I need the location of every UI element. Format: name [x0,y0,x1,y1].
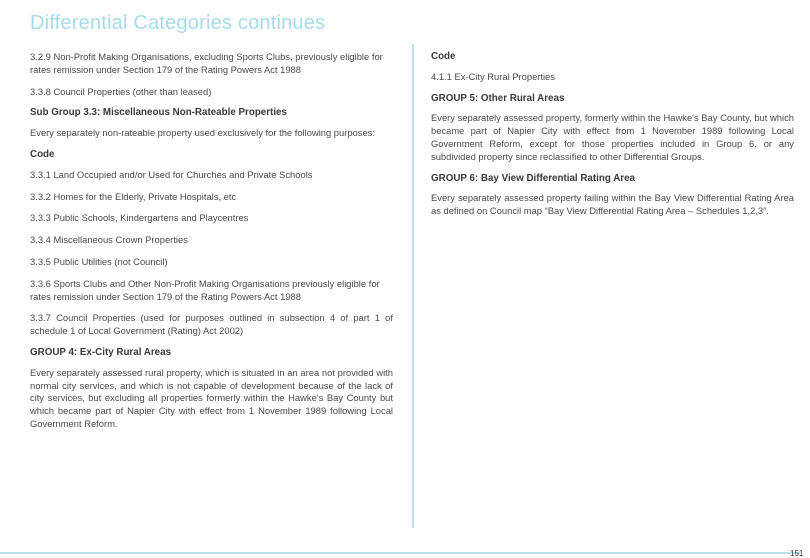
list-item: 3.3.2 Homes for the Elderly, Private Hospitals, etc [30,190,237,202]
code-heading-left: Code [30,148,55,160]
group5-description: Every separately assessed property, formerly within the Hawke's Bay County, but which became part of Napier City with effect from 1 November 1989 following Local Government Reform, except for those properties included in Group 6, or any subdivided property since reclassified to other Differential Groups. [431,112,794,162]
footer-divider [0,552,800,554]
item-4-1-1: 4.1.1 Ex-City Rural Properties [431,70,556,82]
group6-heading: GROUP 6: Bay View Differential Rating Area [431,172,635,184]
page-title: Differential Categories continues [30,12,326,34]
code-heading-right: Code [431,51,456,62]
column-divider [412,44,414,528]
left-column [30,51,393,440]
list-item: 3.3.5 Public Utilities (not Council) [30,255,168,267]
subgroup-description: Every separately non-rateable property used exclusively for the following purposes: [30,127,375,139]
group6-description: Every separately assessed property failing within the Bay View Differential Rating Area as defined on Council map “Bay View Differential Rating Area – Schedules 1,2,3”. [431,192,794,217]
group4-heading: GROUP 4: Ex-City Rural Areas [30,346,172,358]
group5-heading: GROUP 5: Other Rural Areas [431,92,565,104]
item-3-3-8: 3.3.8 Council Properties (other than leased) [30,85,212,97]
page-number: 151 [790,549,804,558]
right-column [431,51,794,227]
item-3-2-9: 3.2.9 Non-Profit Making Organisations, excluding Sports Clubs, previously eligible for rates remission under Section 179 of the Rating Powers Act 1988 [30,51,383,75]
item-3-3-7: 3.3.7 Council Properties (used for purposes outlined in subsection 4 of part 1 of schedule 1 of Local Government (Rating) Act 2002) [30,312,393,337]
group4-description: Every separately assessed rural property, which is situated in an area not provided with normal city services, and which is not capable of development because of the lack of city services, but excluding all properties formerly within the Hawke's Bay County but which became part of Napier City with effect from 1 November 1989 following Local Government Reform. [30,366,393,429]
list-item: 3.3.3 Public Schools, Kindergartens and Playcentres [30,212,249,224]
subgroup-heading: Sub Group 3.3: Miscellaneous Non-Rateable Properties [30,107,287,119]
list-item: 3.3.1 Land Occupied and/or Used for Churches and Private Schools [30,168,313,180]
item-3-3-6: 3.3.6 Sports Clubs and Other Non-Profit Making Organisations previously eligible for rates remission under Section 179 of the Rating Powers Act 1988 [30,277,380,302]
list-item: 3.3.4 Miscellaneous Crown Properties [30,234,188,246]
